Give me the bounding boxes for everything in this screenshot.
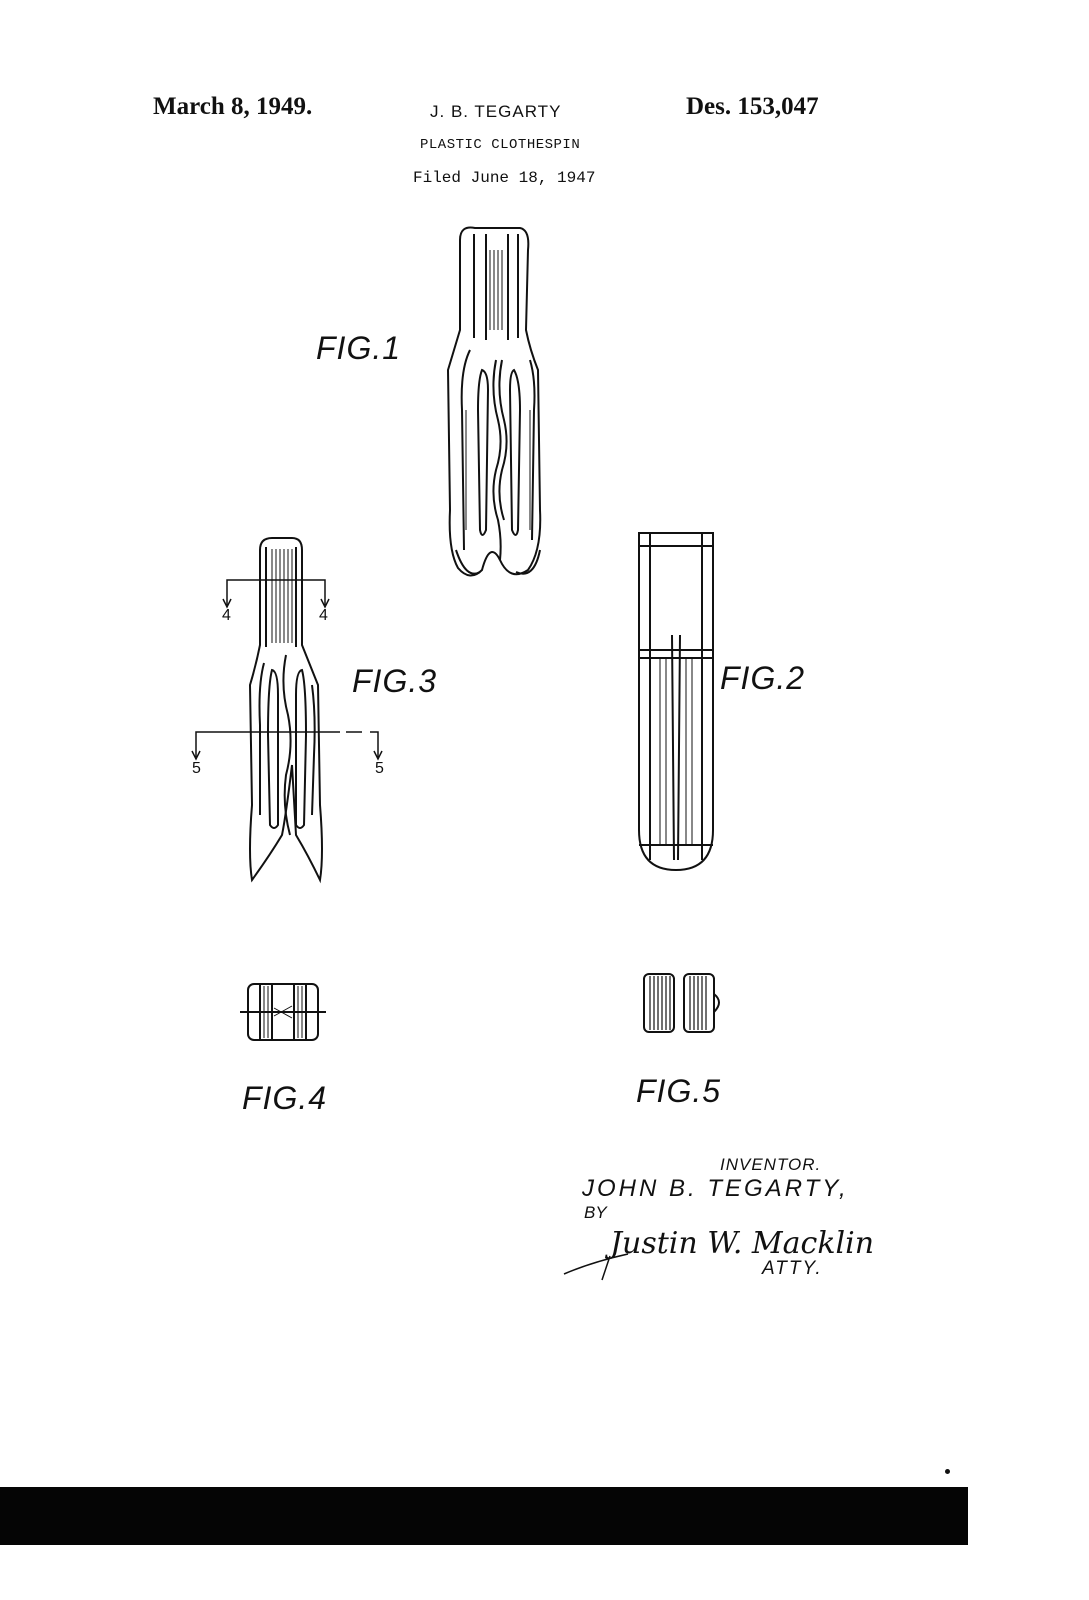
scan-speck bbox=[945, 1469, 950, 1474]
attorney-suffix: ATTY. bbox=[762, 1258, 823, 1279]
section-line-5 bbox=[190, 727, 390, 762]
section-4-right: 4 bbox=[319, 607, 328, 624]
fig4-label: FIG.4 bbox=[242, 1080, 328, 1116]
inventor-name: JOHN B. TEGARTY, bbox=[582, 1175, 849, 1202]
section-5-left: 5 bbox=[192, 760, 201, 777]
patent-date: March 8, 1949. bbox=[153, 93, 313, 120]
section-5-right: 5 bbox=[375, 760, 384, 777]
fig1-label: FIG.1 bbox=[316, 330, 402, 366]
inventor-header: J. B. TEGARTY bbox=[430, 102, 562, 121]
signature-flourish bbox=[562, 1234, 632, 1282]
by-label: BY bbox=[584, 1203, 607, 1222]
fig1-drawing bbox=[430, 210, 550, 590]
section-4-left: 4 bbox=[222, 607, 231, 624]
fig4-drawing bbox=[238, 978, 328, 1046]
fig5-label: FIG.5 bbox=[636, 1073, 722, 1109]
inventor-heading: INVENTOR. bbox=[720, 1155, 822, 1174]
scan-edge-bar bbox=[0, 1487, 968, 1545]
patent-number: Des. 153,047 bbox=[686, 93, 819, 120]
filed-date: Filed June 18, 1947 bbox=[413, 169, 596, 187]
fig2-label: FIG.2 bbox=[720, 660, 806, 696]
fig3-label: FIG.3 bbox=[352, 663, 438, 699]
section-line-4 bbox=[220, 575, 340, 610]
patent-title: PLASTIC CLOTHESPIN bbox=[420, 137, 581, 153]
fig2-drawing bbox=[636, 530, 716, 875]
fig5-drawing bbox=[636, 968, 726, 1038]
attorney-signature: Justin W. Macklin bbox=[610, 1226, 875, 1261]
